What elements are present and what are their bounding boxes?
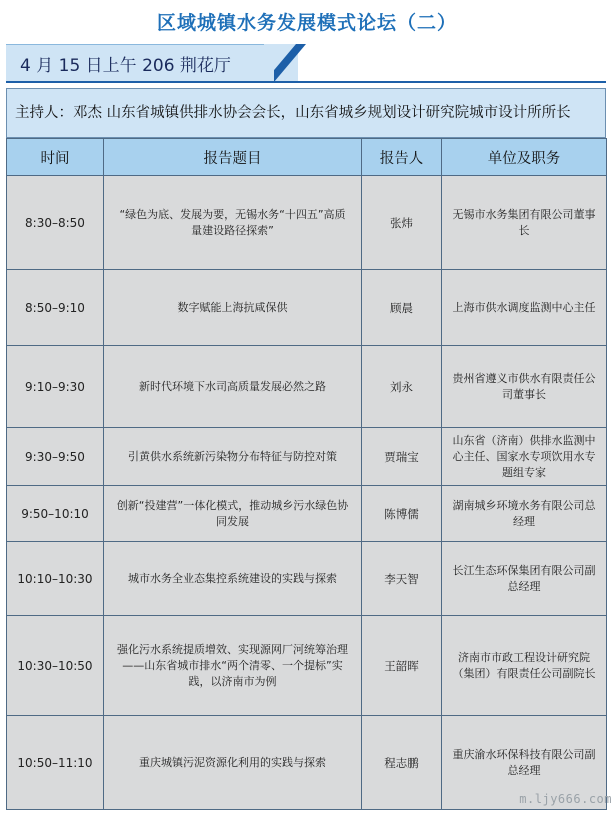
- cell-speaker: 陈博儒: [362, 486, 442, 542]
- cell-org: 长江生态环保集团有限公司副总经理: [442, 542, 607, 616]
- cell-org: 上海市供水调度监测中心主任: [442, 270, 607, 346]
- cell-topic: 新时代环境下水司高质量发展必然之路: [104, 346, 362, 428]
- cell-speaker: 张炜: [362, 176, 442, 270]
- cell-topic: 强化污水系统提质增效、实现源网厂河统筹治理——山东省城市排水“两个清零、一个提标”实践，以济南市为例: [104, 616, 362, 716]
- cell-topic: 数字赋能上海抗咸保供: [104, 270, 362, 346]
- banner-accent-inner: [264, 44, 296, 82]
- table-row: [7, 716, 607, 810]
- cell-org: 湖南城乡环境水务有限公司总经理: [442, 486, 607, 542]
- cell-topic: “绿色为底、发展为要，无锡水务“十四五”高质量建设路径探索”: [104, 176, 362, 270]
- cell-time: 10:10–10:30: [7, 542, 104, 616]
- header-topic: 报告题目: [104, 139, 362, 176]
- page-title: 区域城镇水务发展模式论坛（二）: [156, 12, 457, 34]
- table-row: [7, 616, 607, 716]
- cell-org: 重庆渝水环保科技有限公司副总经理: [442, 716, 607, 810]
- table-row: [7, 176, 607, 270]
- cell-topic: 重庆城镇污泥资源化利用的实践与探索: [104, 716, 362, 810]
- table-row: [7, 542, 607, 616]
- header-speaker: 报告人: [362, 139, 442, 176]
- cell-topic: 城市水务全业态集控系统建设的实践与探索: [104, 542, 362, 616]
- host-line: 主持人：邓杰 山东省城镇供排水协会会长，山东省城乡规划设计研究院城市设计所所长: [6, 88, 606, 138]
- cell-time: 8:30–8:50: [7, 176, 104, 270]
- cell-org: 贵州省遵义市供水有限责任公司董事长: [442, 346, 607, 428]
- header-org: 单位及职务: [442, 139, 607, 176]
- cell-speaker: 程志鹏: [362, 716, 442, 810]
- banner-underline: [6, 81, 606, 83]
- header-time: 时间: [7, 139, 104, 176]
- cell-topic: 引黄供水系统新污染物分布特征与防控对策: [104, 428, 362, 486]
- table-row: [7, 428, 607, 486]
- cell-speaker: 李天智: [362, 542, 442, 616]
- cell-time: 9:50–10:10: [7, 486, 104, 542]
- cell-speaker: 王韶晖: [362, 616, 442, 716]
- table-row: [7, 486, 607, 542]
- table-header-row: [7, 139, 607, 176]
- watermark: m.ljy666.com: [519, 792, 612, 806]
- cell-org: 山东省（济南）供排水监测中心主任、国家水专项饮用水专题组专家: [442, 428, 607, 486]
- cell-speaker: 刘永: [362, 346, 442, 428]
- table-row: [7, 346, 607, 428]
- cell-speaker: 贾瑞宝: [362, 428, 442, 486]
- cell-time: 10:30–10:50: [7, 616, 104, 716]
- session-banner: [6, 44, 606, 82]
- session-label: 4 月 15 日上午 206 荆花厅: [20, 56, 231, 76]
- cell-org: 济南市市政工程设计研究院（集团）有限责任公司副院长: [442, 616, 607, 716]
- cell-speaker: 顾晨: [362, 270, 442, 346]
- cell-time: 9:30–9:50: [7, 428, 104, 486]
- cell-time: 8:50–9:10: [7, 270, 104, 346]
- schedule-table: [6, 138, 607, 810]
- cell-topic: 创新“投建营”一体化模式，推动城乡污水绿色协同发展: [104, 486, 362, 542]
- table-row: [7, 270, 607, 346]
- cell-org: 无锡市水务集团有限公司董事长: [442, 176, 607, 270]
- cell-time: 9:10–9:30: [7, 346, 104, 428]
- cell-time: 10:50–11:10: [7, 716, 104, 810]
